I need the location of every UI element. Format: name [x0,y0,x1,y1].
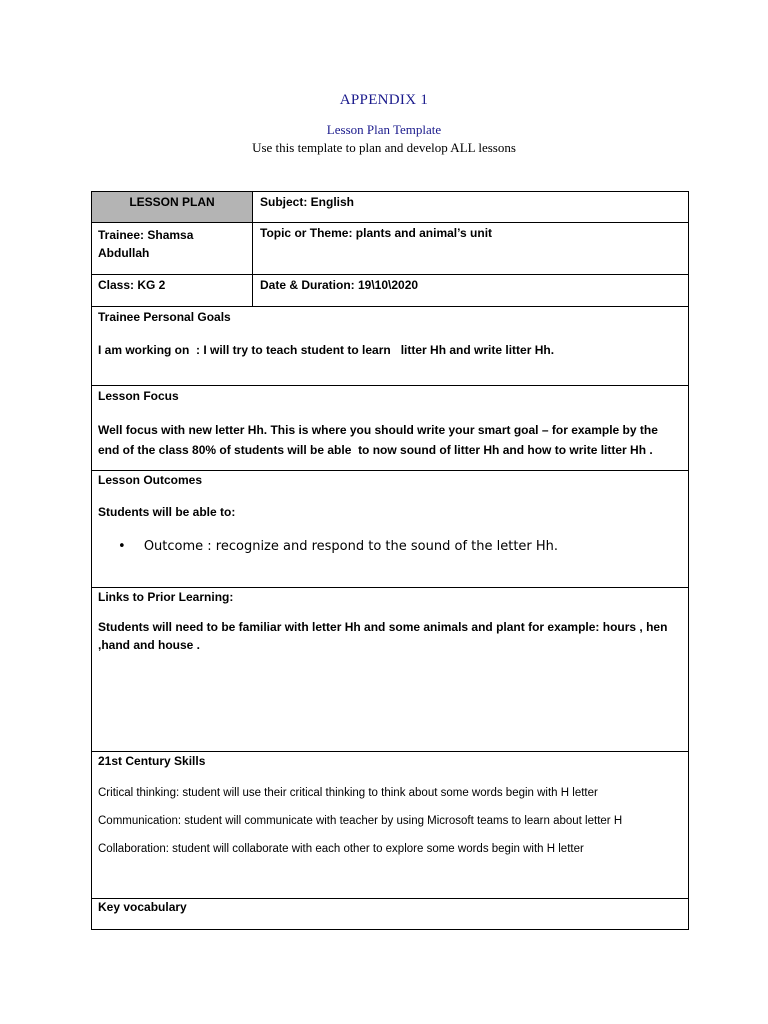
personal-goals-section [91,306,689,386]
outcome-item [118,539,558,554]
trainee-cell [91,222,253,275]
prior-learning-text: Students will need to be familiar with letter Hh and some animals and plant for example: hours , hen ,hand and house . [98,620,668,652]
key-vocabulary-section [91,898,689,930]
prior-learning-section [91,587,689,752]
lesson-outcomes-intro: Students will be able to: [98,505,236,519]
outcome-item-text: Outcome : recognize and respond to the sound of the letter Hh. [143,539,559,554]
appendix-title: APPENDIX 1 [339,92,429,108]
date-duration-cell [252,274,689,307]
century-skills-heading: 21st Century Skills [98,754,206,768]
lesson-outcomes-heading: Lesson Outcomes [98,473,203,487]
lesson-focus-heading: Lesson Focus [98,389,179,403]
century-skills-section [91,751,689,899]
skill-collaboration: Collaboration: student will collaborate with each other to explore some words begin with H letter [98,843,584,855]
lesson-plan-label-cell [91,191,253,223]
topic-cell [252,222,689,275]
trainee-text: Trainee: Shamsa Abdullah [98,228,194,260]
lesson-focus-text: Well focus with new letter Hh. This is where you should write your smart goal – for example by the end of the class 80% of students will be able to now sound of litter Hh and how to write litter Hh . [98,423,662,457]
skill-communication: Communication: student will communicate with teacher by using Microsoft teams to learn about letter H [98,815,623,827]
skill-critical-thinking: Critical thinking: student will use their critical thinking to think about some words begin with H letter [98,787,598,799]
lesson-outcomes-section [91,470,689,588]
template-title: Lesson Plan Template [326,122,442,137]
personal-goals-text: I am working on : I will try to teach student to learn litter Hh and write litter Hh. [98,343,555,357]
subject-cell [252,191,689,223]
template-subtitle: Use this template to plan and develop ALL lessons [252,140,516,155]
subject-text: Subject: English [260,195,355,209]
personal-goals-heading: Trainee Personal Goals [98,310,231,324]
key-vocabulary-heading: Key vocabulary [98,900,187,914]
bullet-icon: • [118,539,126,554]
class-text: Class: KG 2 [98,278,166,292]
class-cell [91,274,253,307]
topic-text: Topic or Theme: plants and animal’s unit [260,226,493,240]
date-duration-text: Date & Duration: 19\10\2020 [260,278,419,292]
lesson-plan-label: LESSON PLAN [129,195,215,209]
lesson-focus-section [91,385,689,471]
prior-learning-heading: Links to Prior Learning: [98,590,234,604]
